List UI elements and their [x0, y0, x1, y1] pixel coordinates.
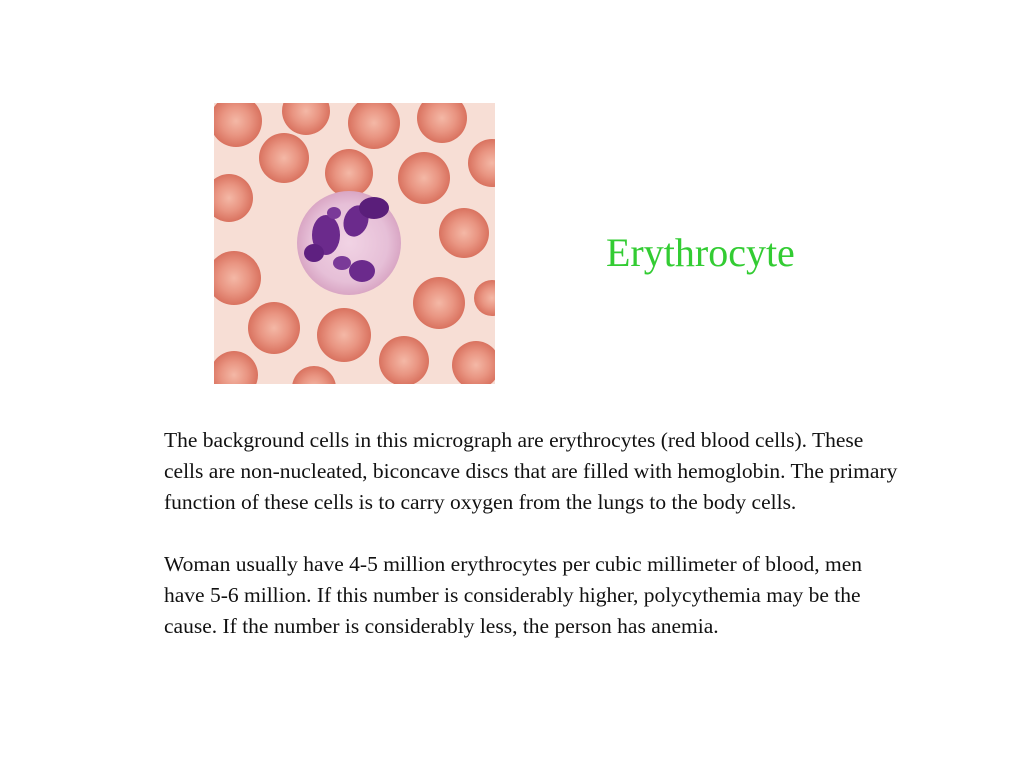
- slide-title: Erythrocyte: [606, 230, 795, 275]
- body-text: [164, 425, 904, 642]
- paragraph-description: The background cells in this micrograph are erythrocytes (red blood cells). These cells are non-nucleated, biconcave discs that are filled with hemoglobin. The primary function of these cells is to carry oxygen from the lungs to the body cells.: [164, 428, 898, 514]
- paragraph-counts: Woman usually have 4-5 million erythrocytes per cubic millimeter of blood, men have 5-6 million. If this number is considerably higher, polycythemia may be the cause. If the number is considerably less, the person has anemia.: [164, 552, 863, 638]
- micrograph-image: [214, 103, 495, 384]
- neutrophil-cell: [297, 191, 401, 295]
